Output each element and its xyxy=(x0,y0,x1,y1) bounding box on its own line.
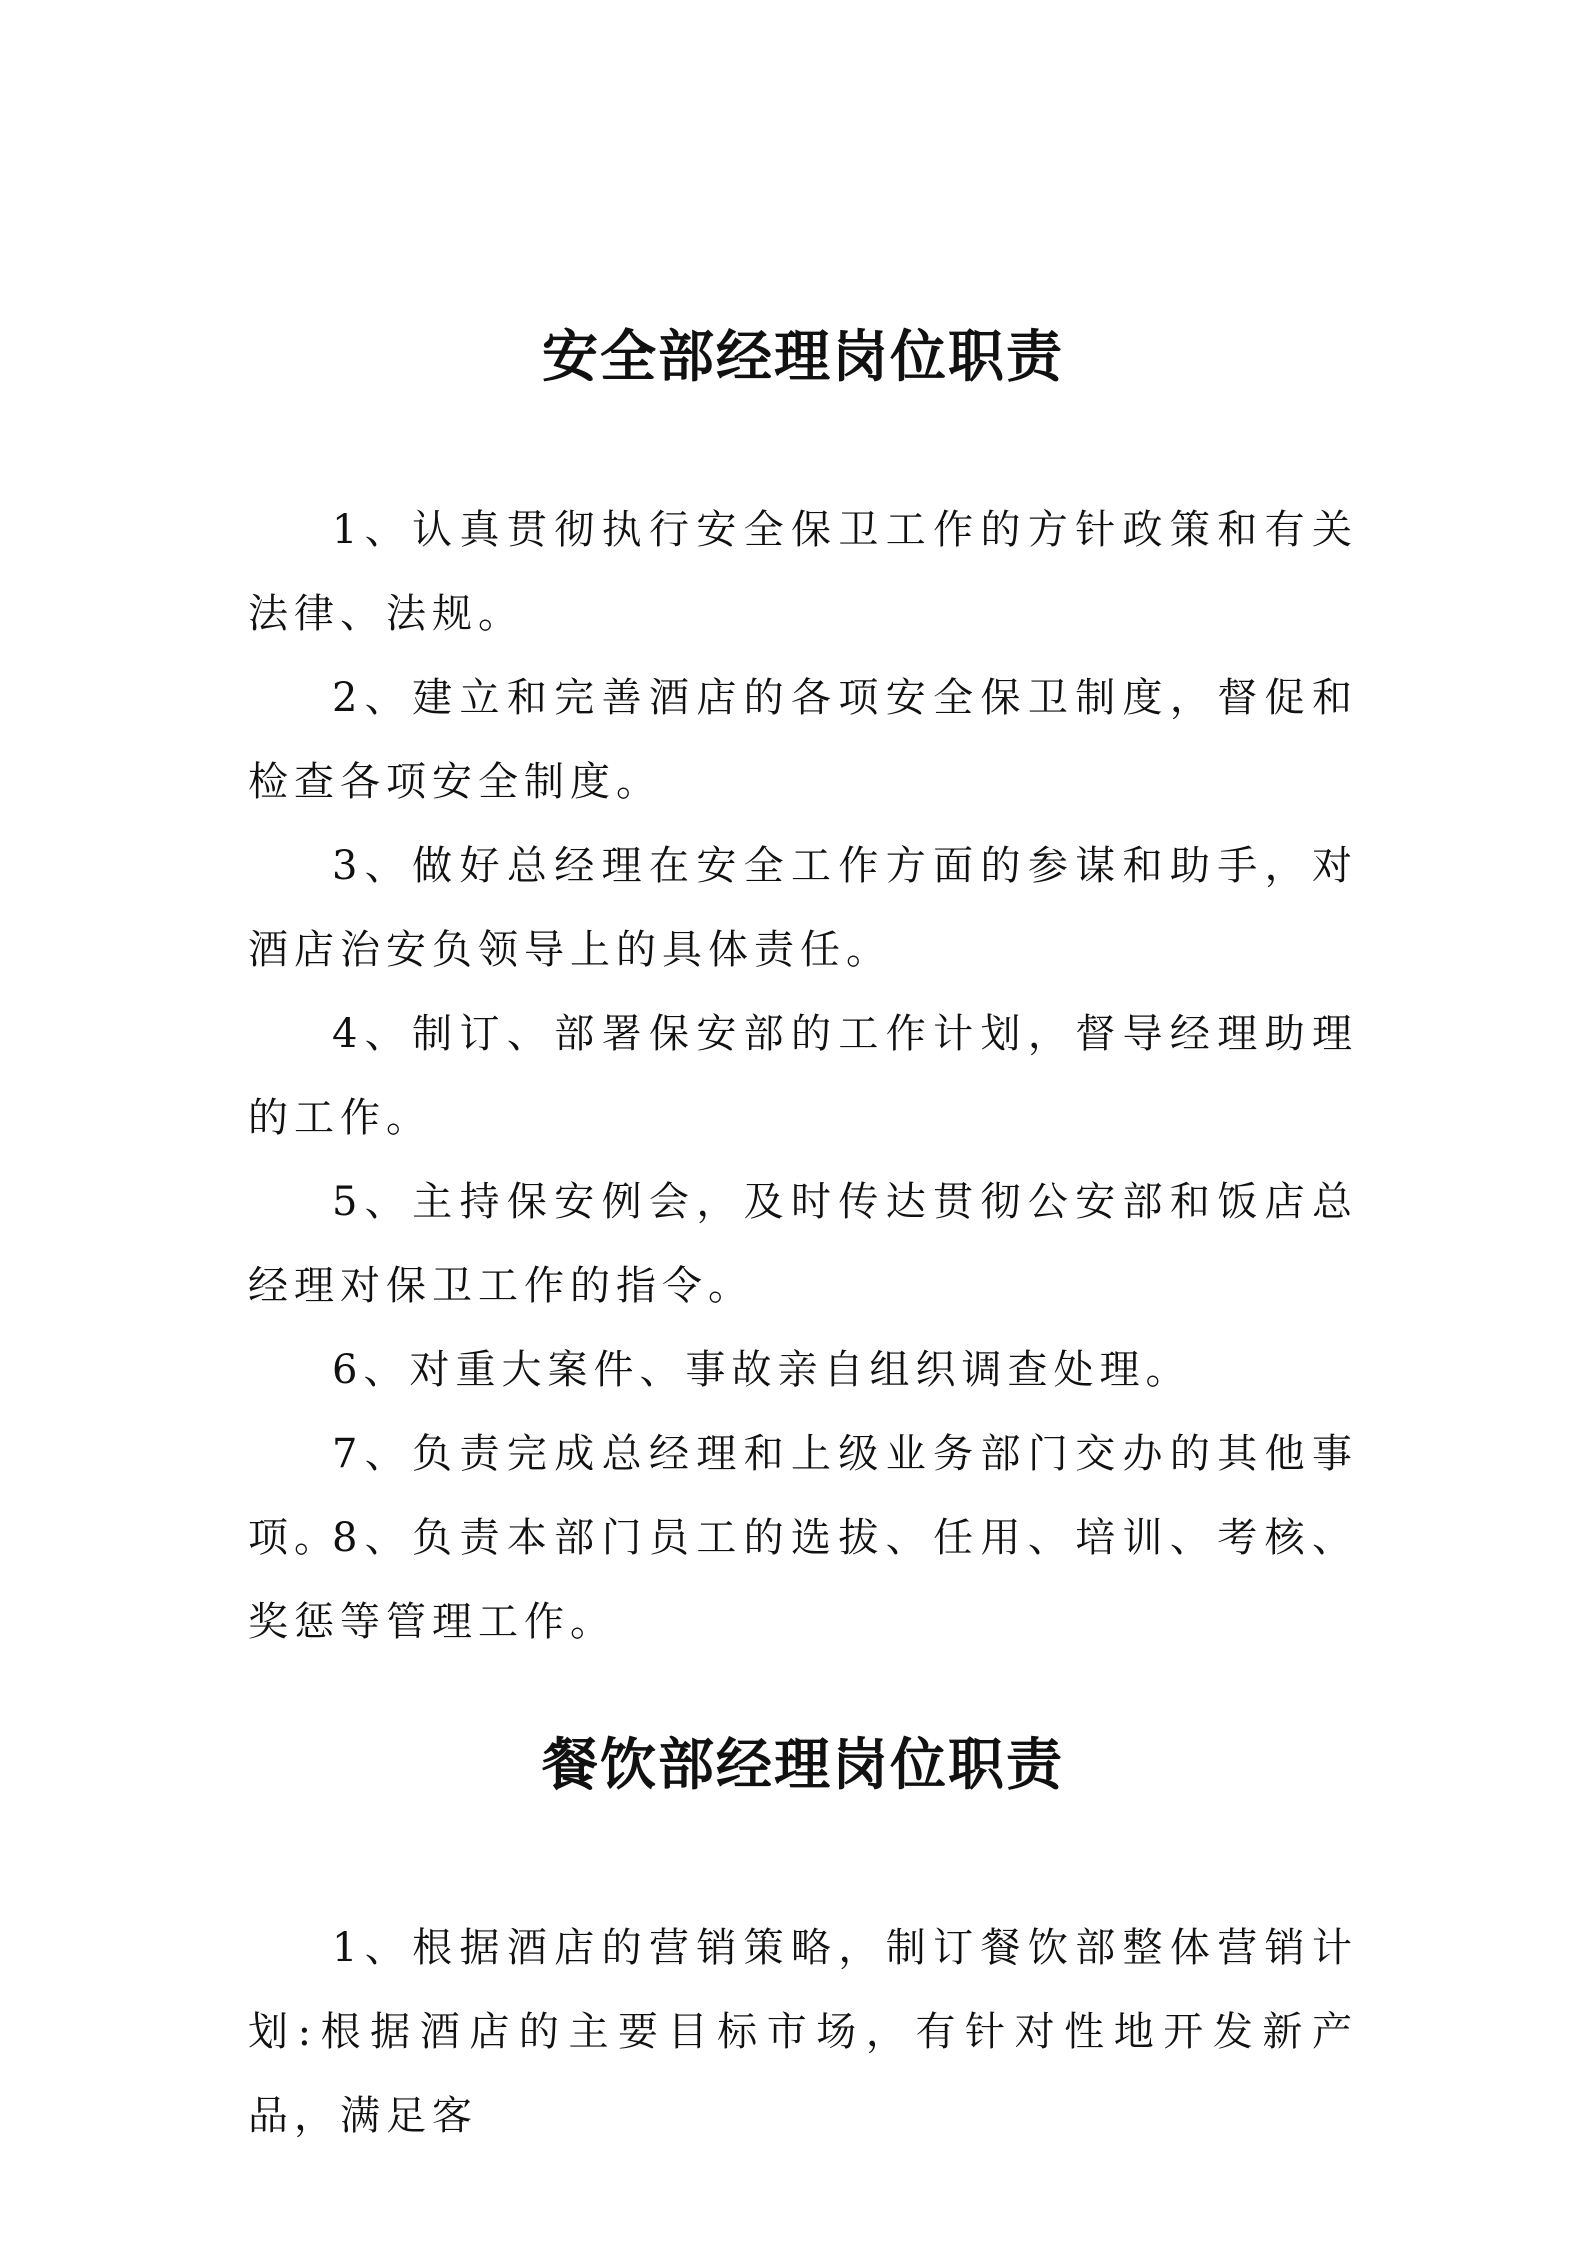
security-duty-6: 6、对重大案件、事故亲自组织调查处理。 xyxy=(332,1347,1192,1393)
security-duty-4: 4、制订、部署保安部的工作计划，督导经理助理的工作。 xyxy=(248,1011,1358,1141)
security-duty-7: 7、负责完成总经理和上级业务部门交办的其他事项。 xyxy=(248,1431,1358,1561)
section-title-security: 安全部经理岗位职责 xyxy=(542,324,1064,390)
catering-duty-1: 1、根据酒店的营销策略，制订餐饮部整体营销计划:根据酒店的主要目标市场，有针对性地开发新产品，满足客 xyxy=(248,1925,1358,2139)
security-duty-2: 2、建立和完善酒店的各项安全保卫制度，督促和检查各项安全制度。 xyxy=(248,675,1358,805)
security-duty-5: 5、主持保安例会，及时传达贯彻公安部和饭店总经理对保卫工作的指令。 xyxy=(248,1179,1358,1309)
section-title-catering: 餐饮部经理岗位职责 xyxy=(542,1732,1064,1798)
security-duty-3: 3、做好总经理在安全工作方面的参谋和助手，对酒店治安负领导上的具体责任。 xyxy=(248,843,1358,973)
security-duty-1: 1、认真贯彻执行安全保卫工作的方针政策和有关法律、法规。 xyxy=(248,507,1358,637)
security-duty-8: 8、负责本部门员工的选拔、任用、培训、考核、奖惩等管理工作。 xyxy=(248,1515,1358,1645)
